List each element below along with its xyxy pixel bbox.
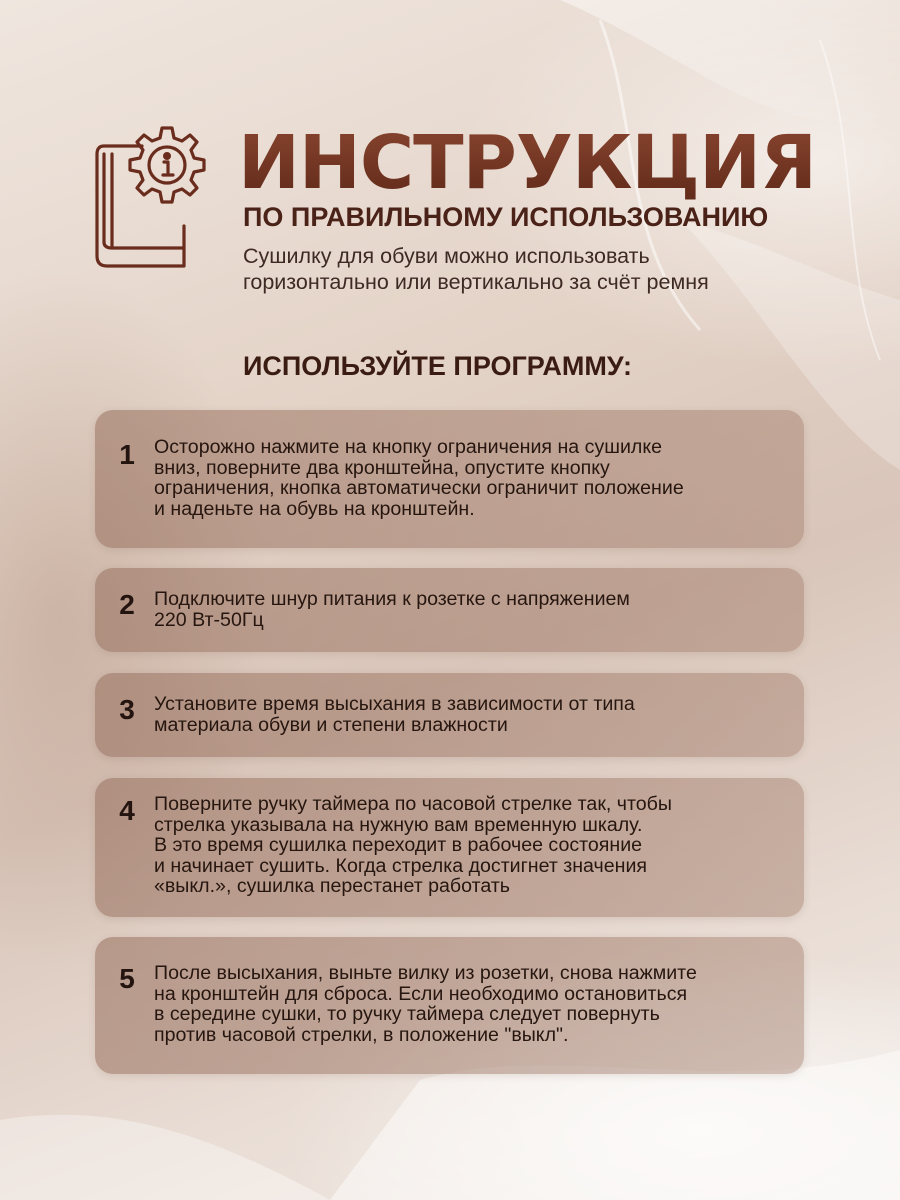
step-card-3 [95,673,804,757]
page-title: ИНСТРУКЦИЯ [238,120,816,206]
manual-book-gear-info-icon [92,126,232,271]
intro-text: Сушилку для обуви можно использовать горизонтально или вертикально за счёт ремня [243,244,709,294]
step-number: 4 [119,795,135,826]
step-number: 3 [119,694,135,725]
step-card-2 [95,568,804,652]
step-number: 5 [119,963,135,994]
step-number: 1 [119,439,135,470]
step-text: После высыхания, выньте вилку из розетки, снова нажмите на кронштейн для сброса. Если необходимо остановиться в середине сушки, то ручку таймера следует повернуть против часовой стрелки, в положение "выкл". [154,962,697,1046]
page-subtitle: ПО ПРАВИЛЬНОМУ ИСПОЛЬЗОВАНИЮ [243,202,769,232]
step-card-5 [95,937,804,1074]
step-text: Установите время высыхания в зависимости от типа материала обуви и степени влажности [154,693,635,736]
step-card-4 [95,778,804,917]
step-number: 2 [119,589,135,620]
step-text: Поверните ручку таймера по часовой стрелке так, чтобы стрелка указывала на нужную вам временную шкалу. В это время сушилка переходит в рабочее состояние и начинает сушить. Когда стрелка достигнет значения «выкл.», сушилка перестанет работать [154,793,672,897]
step-text: Осторожно нажмите на кнопку ограничения на сушилке вниз, поверните два кронштейна, опустите кнопку ограничения, кнопка автоматически ограничит положение и наденьте на обувь на кронштейн. [154,436,684,520]
step-text: Подключите шнур питания к розетке с напряжением 220 Вт-50Гц [154,588,630,631]
section-title: ИСПОЛЬЗУЙТЕ ПРОГРАММУ: [243,351,633,381]
step-card-1 [95,410,804,548]
